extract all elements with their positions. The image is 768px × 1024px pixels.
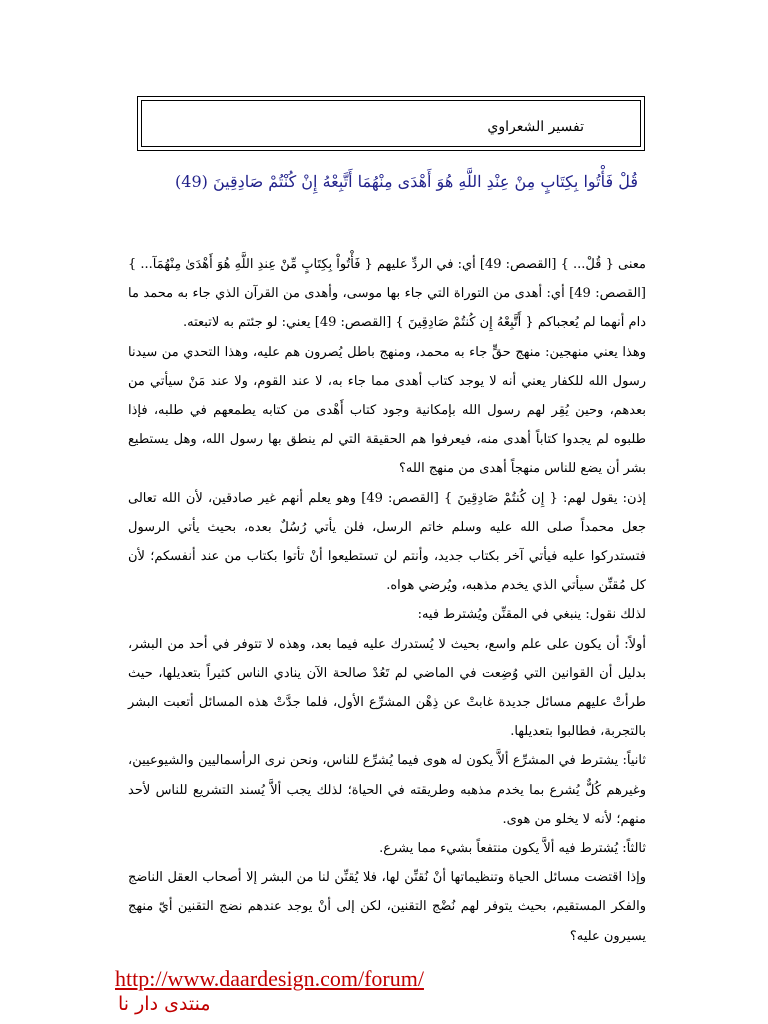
- paragraph: ثالثاً: يُشترط فيه ألاَّ يكون منتفعاً بشيء مما يشرع.: [379, 841, 646, 857]
- title-box: [137, 96, 645, 151]
- paragraph: معنى { قُلْ... } [القصص: 49] أي: في الردِّ عليهم { فَأْتُواْ بِكِتَابٍ مِّنْ عِندِ اللَّهِ هُوَ أَهْدَىٰ مِنْهُمَآ... } [القصص: 49] أي: أهدى من التوراة التي جاء بها موسى، وأهدى من القرآن الذي جاء به محمد ما دام أنهما لم يُعجباكم { أَتَّبِعْهُ إِن كُنتُمْ صَادِقِينَ } [القصص: 49] يعني: لو جئتم به لاتبعته.: [128, 257, 646, 331]
- paragraph: إذن: يقول لهم: { إِن كُنتُمْ صَادِقِينَ } [القصص: 49] وهو يعلم أنهم غير صادقين، لأن الله تعالى جعل محمداً صلى الله عليه وسلم خاتم الرسل، فلن يأتي رُسُلٌ بعده، بحيث يأتي الرسول فتستدركوا عليه فيأتي آخر بكتاب جديد، وأنتم لن تستطيعوا أنْ تأتوا بكتاب من عند أنفسكم؛ لأن كل مُقنِّن سيأتي الذي يخدم مذهبه، ويُرضي هواه.: [128, 490, 646, 594]
- paragraph: أولاً: أن يكون على علم واسع، بحيث لا يُستدرك عليه فيما بعد، وهذه لا تتوفر في أحد من البشر، بدليل أن القوانين التي وُضِعت في الماضي لم تَعُدْ صالحة الآن ينادي الناس كثيراً بتعديلها، حيث طرأتْ عليهم مسائل جديدة غابتْ عن ذِهْن المشرِّع الأول، فلما جدَّتْ هذه المسائل أتعبت البشر بالتجربة، فطالبوا بتعديلها.: [128, 636, 646, 740]
- quran-verse: قُلْ فَأْتُوا بِكِتَابٍ مِنْ عِنْدِ اللَّهِ هُوَ أَهْدَى مِنْهُمَا أَتَّبِعْهُ إِنْ كُنْتُمْ صَادِقِينَ (49): [175, 172, 638, 191]
- paragraph: ثانياً: يشترط في المشرِّع ألاَّ يكون له هوى فيما يُشرِّع للناس، ونحن نرى الرأسماليين والشيوعيين، وغيرهم كُلٌّ يُشرع بما يخدم مذهبه وطريقته في الحياة؛ لذلك يجب ألاَّ يُسند التشريع للناس لأحد منهم؛ لأنه لا يخلو من هوى.: [128, 753, 646, 827]
- forum-url-link[interactable]: http://www.daardesign.com/forum/: [115, 966, 424, 991]
- forum-name: منتدى دار نا: [118, 993, 211, 1015]
- paragraph: وهذا يعني منهجين: منهج حقٍّ جاء به محمد، ومنهج باطل يُصرون هم عليه، وهذا التحدي من سيدنا رسول الله للكفار يعني أنه لا يوجد كتاب أهدى مما جاء به، لا عند القوم، ولا عند مَنْ سيأتي من بعدهم، وحين يُقِر لهم رسول الله بإمكانية وجود كتاب أَهْدى من كتابه يطمعهم في طلبه، فإذا طلبوه لم يجدوا كتاباً أهدى منه، فيعرفوا هم الحقيقة التي لم ينطق بها رسول الله، وهل يستطيع بشر أن يضع للناس منهجاً أهدى من منهج الله؟: [128, 344, 646, 477]
- page-title: تفسير الشعراوي: [487, 119, 584, 135]
- paragraph: لذلك نقول: ينبغي في المقنِّن ويُشترط فيه:: [417, 607, 646, 623]
- tafsir-body: [128, 250, 646, 951]
- paragraph: وإذا اقتضت مسائل الحياة وتنظيماتها أنْ نُقنِّن لها، فلا يُقنِّن لنا من البشر إلا أصحاب العقل الناضج والفكر المستقيم، بحيث يتوفر لهم نُضْج التقنين، لكن إلى أنْ يوجد عندهم نضج التقنين أيّ منهج يسيرون عليه؟: [128, 870, 646, 944]
